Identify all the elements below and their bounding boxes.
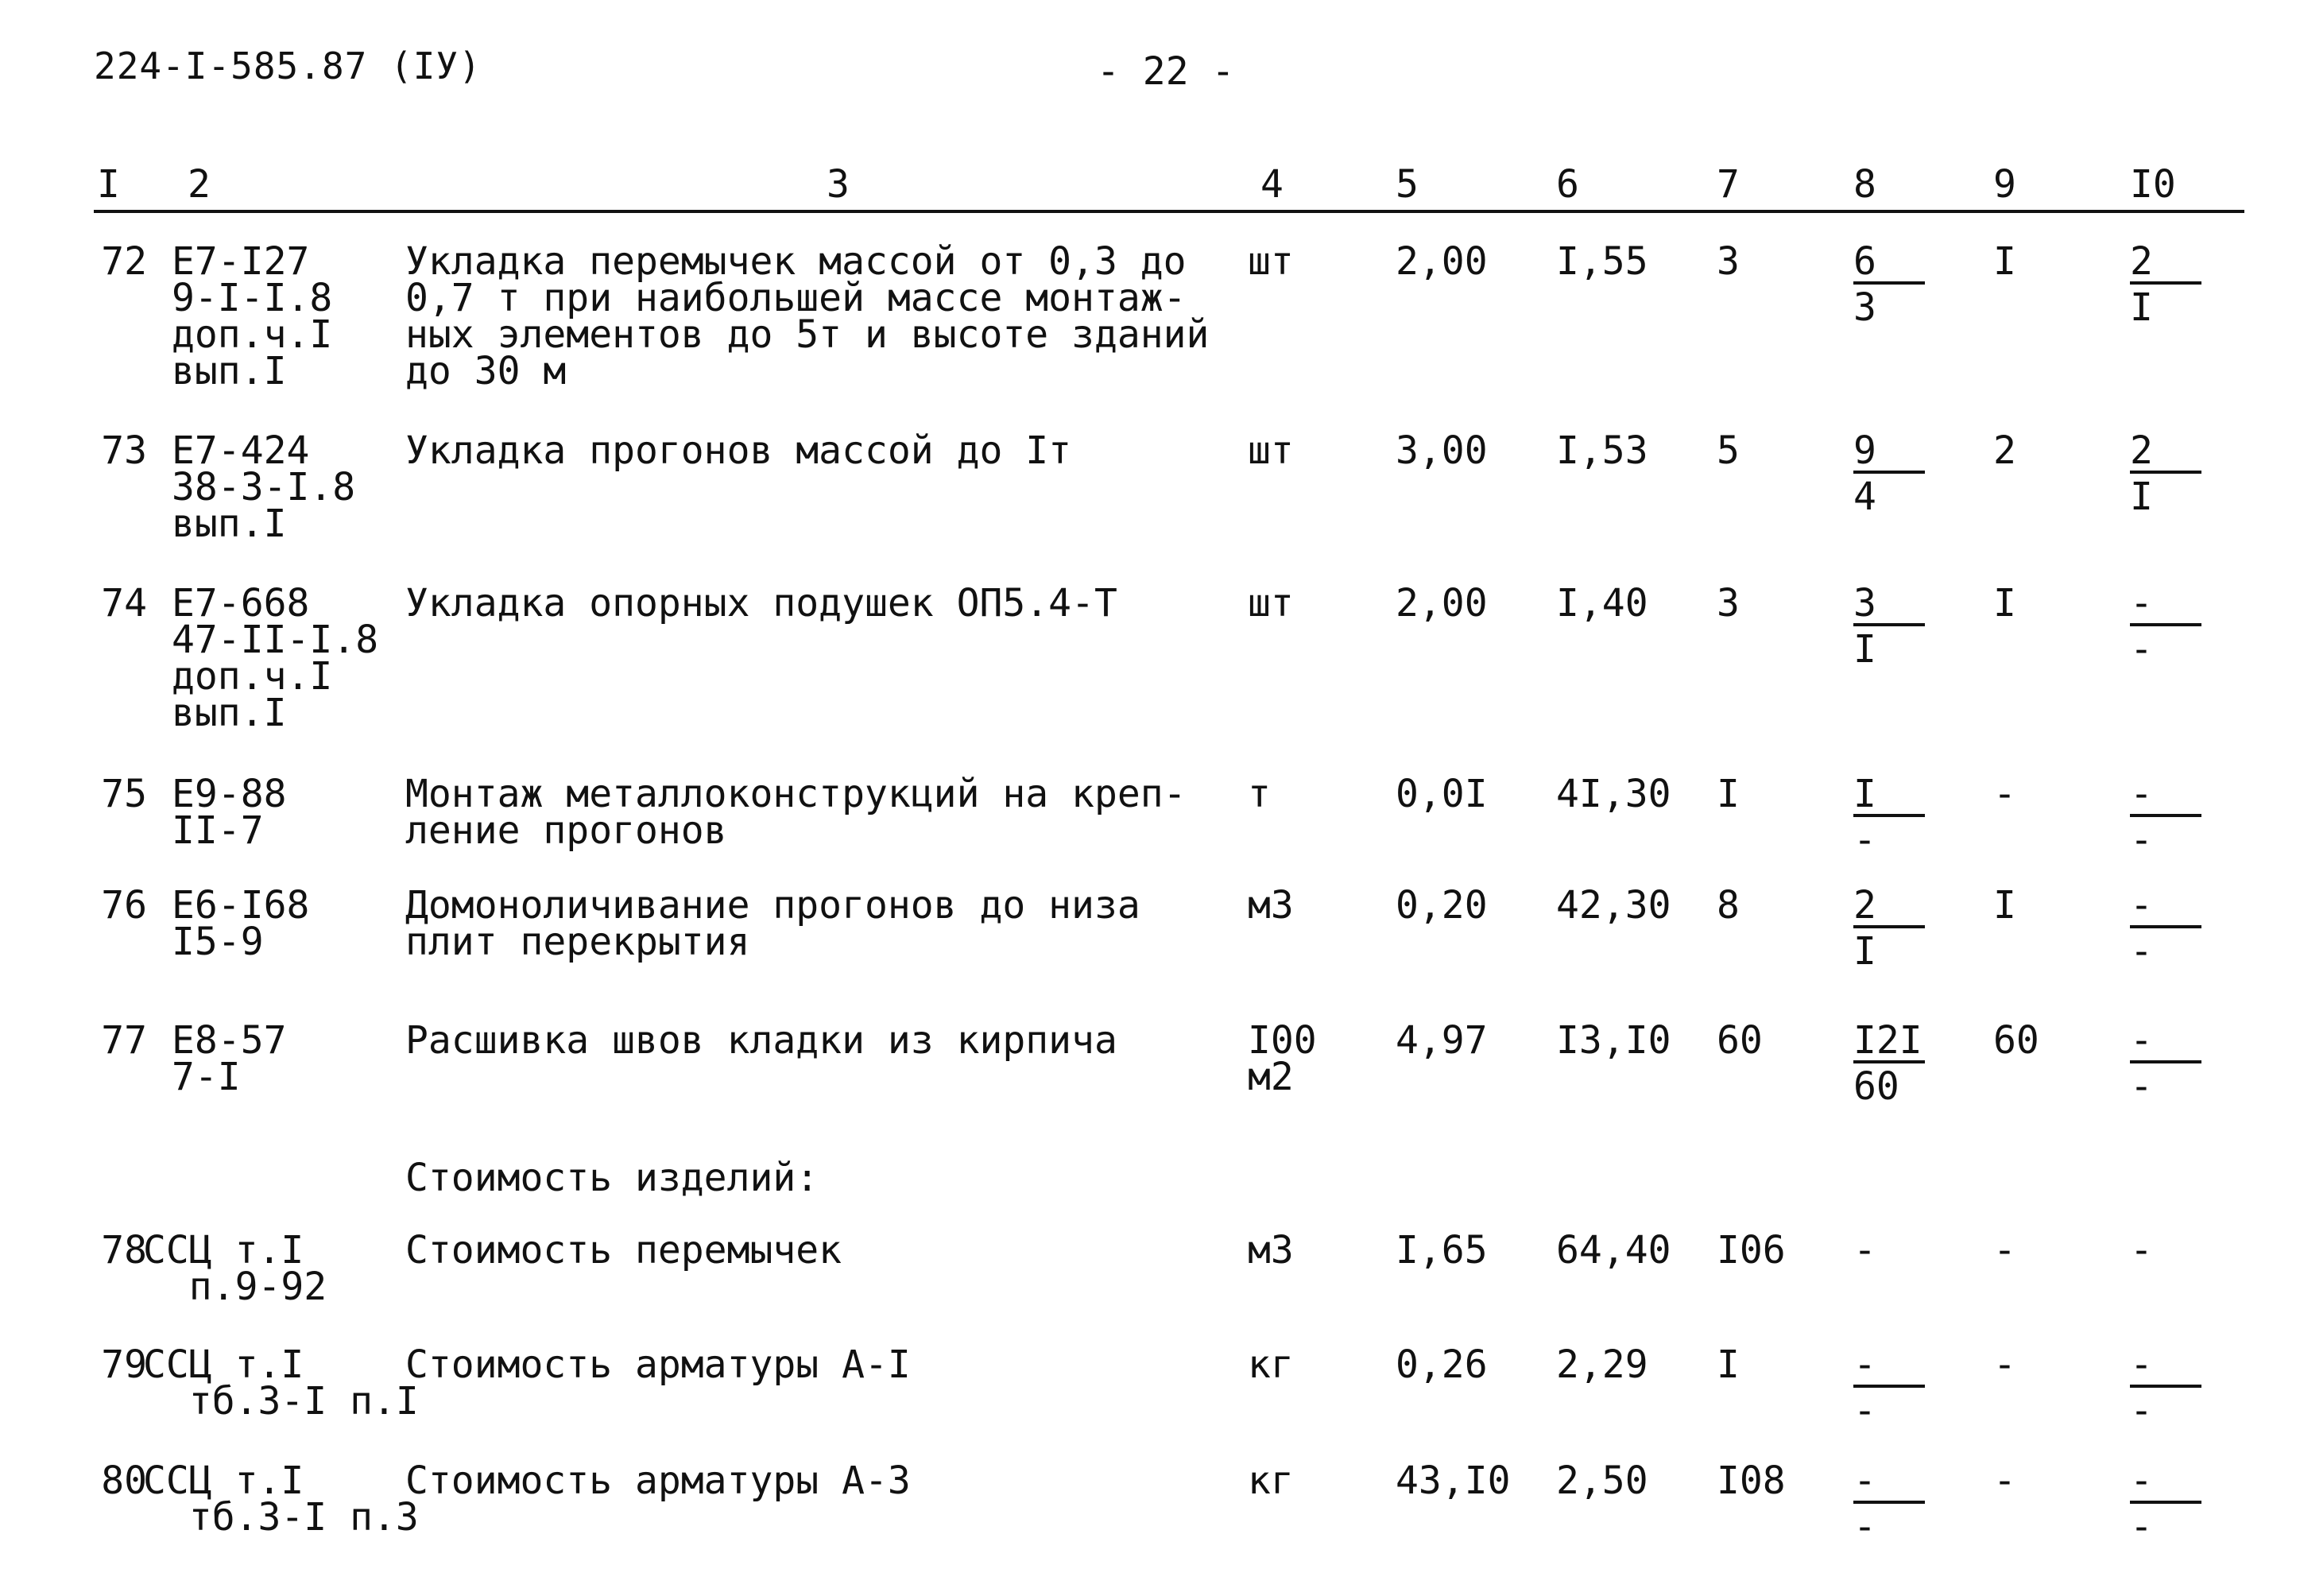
fraction-bottom: - xyxy=(2130,1064,2153,1109)
row-col9: - xyxy=(1993,1228,2016,1273)
row-code: ССЦ т.I тб.3-I п.I xyxy=(143,1342,419,1424)
fraction-bottom: - xyxy=(1853,818,1876,862)
row-qty: 0,20 xyxy=(1396,883,1488,928)
column-header-7: 7 xyxy=(1717,162,1740,207)
row-number: 79 xyxy=(101,1342,147,1387)
row-code: Е7-668 47-II-I.8 доп.ч.I вып.I xyxy=(172,581,379,735)
row-number: 74 xyxy=(101,581,147,626)
row-name: Стоимость арматуры А-3 xyxy=(405,1458,911,1503)
table-row xyxy=(0,772,2300,871)
row-number: 72 xyxy=(101,239,147,284)
row-qty: 0,26 xyxy=(1396,1342,1488,1387)
row-qty: 0,0I xyxy=(1396,772,1488,816)
row-total: I08 xyxy=(1717,1458,1786,1503)
fraction-bottom: - xyxy=(1853,1505,1876,1549)
column-header-6: 6 xyxy=(1556,162,1579,207)
column-header-8: 8 xyxy=(1853,162,1876,207)
fraction-top: 3 xyxy=(1853,581,1876,626)
table-row xyxy=(0,581,2300,744)
row-col9: I xyxy=(1993,239,2016,284)
row-col8-fraction xyxy=(1853,239,1941,330)
row-col10-fraction xyxy=(2130,239,2217,330)
row-col9: 2 xyxy=(1993,428,2016,473)
column-header-10: I0 xyxy=(2130,162,2176,207)
row-unit: т xyxy=(1248,772,1271,816)
row-price: I,40 xyxy=(1556,581,1648,626)
row-name: Монтаж металлоконструкций на креп- ление прогонов xyxy=(405,772,1187,853)
table-row xyxy=(0,1018,2300,1125)
row-col8-fraction xyxy=(1853,772,1941,862)
row-unit: кг xyxy=(1248,1342,1294,1387)
fraction-top: - xyxy=(2130,883,2153,928)
row-qty: 43,I0 xyxy=(1396,1458,1511,1503)
fraction-top: - xyxy=(2130,1018,2153,1063)
row-col9: I xyxy=(1993,883,2016,928)
row-number: 75 xyxy=(101,772,147,816)
row-code: Е7-I27 9-I-I.8 доп.ч.I вып.I xyxy=(172,239,333,393)
fraction-top: 2 xyxy=(1853,883,1876,928)
row-col10-fraction xyxy=(2130,1018,2217,1109)
row-total: 3 xyxy=(1717,239,1740,284)
row-unit: шт xyxy=(1248,581,1294,626)
row-total: 5 xyxy=(1717,428,1740,473)
row-number: 77 xyxy=(101,1018,147,1063)
document-code: 224-I-585.87 (IУ) xyxy=(94,45,482,87)
row-name: Стоимость перемычек xyxy=(405,1228,842,1273)
row-unit: м3 xyxy=(1248,1228,1294,1273)
table-row xyxy=(0,1458,2300,1550)
row-name: Стоимость арматуры А-I xyxy=(405,1342,911,1387)
row-unit: м3 xyxy=(1248,883,1294,928)
row-name: Расшивка швов кладки из кирпича xyxy=(405,1018,1117,1063)
row-qty: 4,97 xyxy=(1396,1018,1488,1063)
row-col10-fraction xyxy=(2130,772,2217,862)
row-unit: шт xyxy=(1248,428,1294,473)
fraction-top: - xyxy=(2130,1342,2153,1387)
row-total: 3 xyxy=(1717,581,1740,626)
fraction-top: - xyxy=(2130,581,2153,626)
fraction-bottom: I xyxy=(2130,475,2153,519)
fraction-top: - xyxy=(1853,1342,1876,1387)
row-name: Укладка опорных подушек ОП5.4-Т xyxy=(405,581,1117,626)
row-name: Домоноличивание прогонов до низа плит перекрытия xyxy=(405,883,1140,964)
section-title: Стоимость изделий: xyxy=(405,1156,819,1200)
column-header-1: I xyxy=(97,162,120,207)
row-col8: - xyxy=(1853,1228,1876,1273)
fraction-top: - xyxy=(1853,1458,1876,1503)
row-total: 8 xyxy=(1717,883,1740,928)
row-col10: - xyxy=(2130,1228,2153,1273)
row-price: 4I,30 xyxy=(1556,772,1671,816)
fraction-bottom: I xyxy=(1853,627,1876,672)
fraction-bottom: - xyxy=(2130,1505,2153,1549)
fraction-bottom: - xyxy=(2130,929,2153,974)
row-col8-fraction xyxy=(1853,581,1941,672)
row-name: Укладка перемычек массой от 0,3 до 0,7 т при наибольшей массе монтаж- ных элементов до 5т и высоте зданий до 30 м xyxy=(405,239,1210,393)
row-number: 78 xyxy=(101,1228,147,1273)
row-col10-fraction xyxy=(2130,1458,2217,1549)
row-qty: 2,00 xyxy=(1396,581,1488,626)
fraction-bottom: - xyxy=(2130,818,2153,862)
fraction-bottom: - xyxy=(2130,627,2153,672)
column-header-3: 3 xyxy=(827,162,850,207)
row-total: 60 xyxy=(1717,1018,1763,1063)
row-number: 80 xyxy=(101,1458,147,1503)
row-price: 42,30 xyxy=(1556,883,1671,928)
row-name: Укладка прогонов массой до Iт xyxy=(405,428,1072,473)
column-header-2: 2 xyxy=(188,162,211,207)
fraction-top: 2 xyxy=(2130,239,2153,284)
row-col10-fraction xyxy=(2130,883,2217,974)
row-code: ССЦ т.I п.9-92 xyxy=(143,1228,327,1309)
row-code: ССЦ т.I тб.3-I п.3 xyxy=(143,1458,419,1540)
row-unit: шт xyxy=(1248,239,1294,284)
row-price: 2,29 xyxy=(1556,1342,1648,1387)
row-col8-fraction xyxy=(1853,1458,1941,1549)
row-col9: I xyxy=(1993,581,2016,626)
fraction-top: - xyxy=(2130,1458,2153,1503)
table-row xyxy=(0,239,2300,402)
row-code: Е6-I68 I5-9 xyxy=(172,883,310,964)
row-code: Е7-424 38-3-I.8 вып.I xyxy=(172,428,356,546)
row-total: I06 xyxy=(1717,1228,1786,1273)
row-col8-fraction xyxy=(1853,1018,1941,1109)
column-header-9: 9 xyxy=(1993,162,2016,207)
row-col9: - xyxy=(1993,1458,2016,1503)
fraction-bottom: - xyxy=(2130,1389,2153,1433)
row-number: 73 xyxy=(101,428,147,473)
fraction-top: 9 xyxy=(1853,428,1876,473)
row-total: I xyxy=(1717,1342,1740,1387)
row-code: Е8-57 7-I xyxy=(172,1018,287,1099)
row-price: I,53 xyxy=(1556,428,1648,473)
row-qty: 3,00 xyxy=(1396,428,1488,473)
table-row xyxy=(0,1228,2300,1311)
table-row xyxy=(0,883,2300,990)
row-col9: - xyxy=(1993,772,2016,816)
table-row xyxy=(0,428,2300,560)
fraction-bottom: - xyxy=(1853,1389,1876,1433)
fraction-bottom: I xyxy=(1853,929,1876,974)
fraction-top: 6 xyxy=(1853,239,1876,284)
row-col10-fraction xyxy=(2130,581,2217,672)
fraction-top: - xyxy=(2130,772,2153,816)
fraction-top: 2 xyxy=(2130,428,2153,473)
row-code: Е9-88 II-7 xyxy=(172,772,287,853)
fraction-top: I2I xyxy=(1853,1018,1922,1063)
row-price: I,55 xyxy=(1556,239,1648,284)
row-col10-fraction xyxy=(2130,428,2217,519)
row-price: 2,50 xyxy=(1556,1458,1648,1503)
row-col10-fraction xyxy=(2130,1342,2217,1433)
fraction-bottom: 60 xyxy=(1853,1064,1899,1109)
fraction-bottom: 3 xyxy=(1853,285,1876,330)
table-row xyxy=(0,1342,2300,1434)
row-qty: I,65 xyxy=(1396,1228,1488,1273)
row-price: 64,40 xyxy=(1556,1228,1671,1273)
row-unit: I00 м2 xyxy=(1248,1018,1317,1099)
fraction-top: I xyxy=(1853,772,1876,816)
row-qty: 2,00 xyxy=(1396,239,1488,284)
fraction-bottom: 4 xyxy=(1853,475,1876,519)
column-header-5: 5 xyxy=(1396,162,1419,207)
row-col8-fraction xyxy=(1853,883,1941,974)
row-number: 76 xyxy=(101,883,147,928)
header-rule xyxy=(94,210,2244,213)
row-col8-fraction xyxy=(1853,1342,1941,1433)
fraction-bottom: I xyxy=(2130,285,2153,330)
row-unit: кг xyxy=(1248,1458,1294,1503)
column-header-4: 4 xyxy=(1260,162,1284,207)
row-total: I xyxy=(1717,772,1740,816)
row-col8-fraction xyxy=(1853,428,1941,519)
row-col9: 60 xyxy=(1993,1018,2039,1063)
page-number: - 22 - xyxy=(1097,49,1235,94)
row-price: I3,I0 xyxy=(1556,1018,1671,1063)
row-col9: - xyxy=(1993,1342,2016,1387)
